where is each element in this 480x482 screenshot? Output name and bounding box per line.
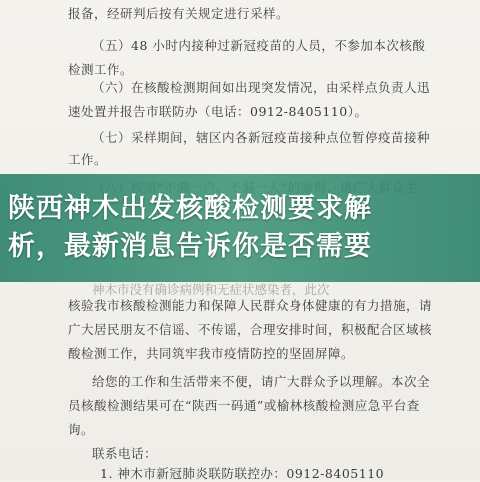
- doc-line: 给您的工作和生活带来不便，请广大群众予以理解。本次全: [92, 374, 431, 389]
- doc-line: （七）采样期间，辖区内各新冠疫苗接种点位暂停疫苗接种: [92, 130, 431, 145]
- banner-title-line-1: 陕西神木出发核酸检测要求解: [8, 193, 372, 224]
- doc-line: （五）48 小时内接种过新冠疫苗的人员，不参加本次核酸: [92, 38, 426, 53]
- contact-item: 1. 神木市新冠肺炎联防联控办：0912-8405110: [100, 466, 385, 481]
- doc-line: 工作。: [68, 152, 108, 167]
- doc-line: 核验我市核酸检测能力和保障人民群众身体健康的有力措施，请: [68, 298, 433, 313]
- doc-line: 速处置并报告市联防办（电话：0912-8405110）。: [68, 104, 368, 119]
- doc-line: 检测工作。: [68, 62, 134, 77]
- contact-heading: 联系电话：: [92, 446, 158, 461]
- doc-line: 酸检测工作，共同筑牢我市疫情防控的坚固屏障。: [68, 346, 355, 361]
- doc-line: 询。: [68, 422, 95, 437]
- title-banner: [0, 174, 480, 282]
- doc-line: （六）在核酸检测期间如出现突发情况，由采样点负责人迅: [92, 80, 431, 95]
- doc-line: 员核酸检测结果可在“陕西一码通”或榆林核酸检测应急平台查: [68, 398, 420, 413]
- doc-line: 报备，经研判后按有关规定进行采样。: [68, 6, 290, 21]
- banner-title-line-2: 析，最新消息告诉你是否需要: [8, 231, 372, 262]
- doc-line: 广大居民朋友不信谣、不传谣，合理安排时间，积极配合区域核: [68, 322, 433, 337]
- doc-line-faded: 神木市没有确诊病例和无症状感染者，此次: [92, 282, 330, 297]
